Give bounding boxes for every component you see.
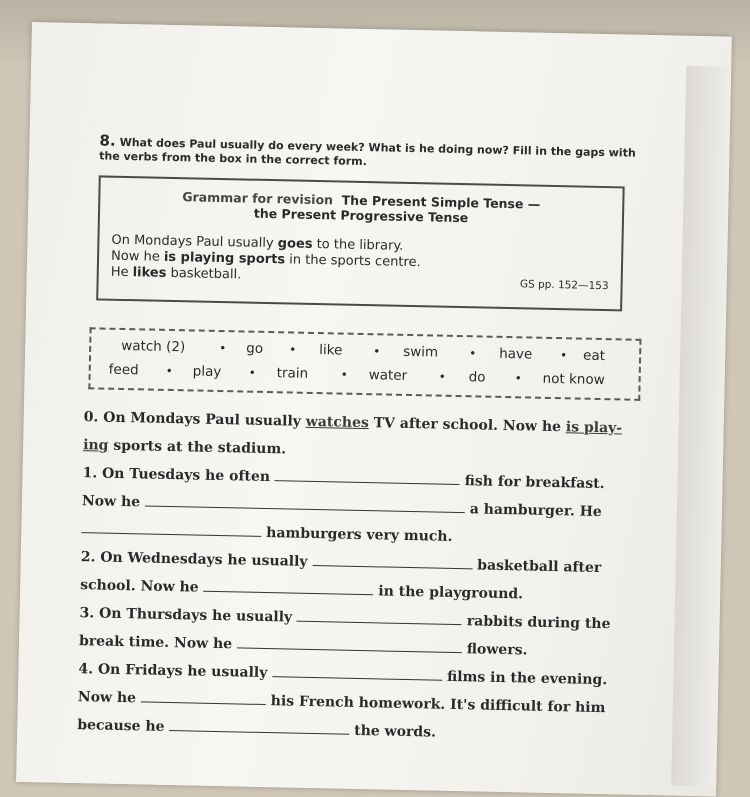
grammar-reference: GS pp. 152—153 bbox=[519, 278, 609, 293]
grammar-title-line2: the Present Progressive Tense bbox=[253, 205, 469, 226]
verb-box bbox=[88, 327, 641, 401]
answer-gap[interactable] bbox=[141, 687, 266, 705]
example-answer: is play- bbox=[565, 419, 623, 437]
answer-gap[interactable] bbox=[203, 577, 373, 596]
bullet: • bbox=[248, 365, 256, 380]
bullet: • bbox=[165, 363, 173, 379]
verb-item: play bbox=[192, 363, 222, 381]
answer-gap[interactable] bbox=[145, 491, 465, 513]
bullet: • bbox=[340, 367, 348, 382]
page-curl bbox=[671, 66, 731, 787]
verb-item: watch (2) bbox=[121, 337, 186, 356]
task-number: 8. bbox=[99, 131, 116, 150]
grammar-example-1: On Mondays Paul usually goes to the library. bbox=[111, 232, 404, 254]
exercise-line: ing sports at the stadium. bbox=[82, 437, 287, 458]
verb-item: feed bbox=[108, 361, 139, 379]
bullet: • bbox=[289, 342, 297, 357]
exercise-line: 4. On Fridays he usually films in the evening. bbox=[78, 661, 608, 689]
bullet: • bbox=[373, 344, 381, 359]
answer-gap[interactable] bbox=[272, 662, 442, 681]
answer-gap[interactable] bbox=[297, 607, 462, 625]
bullet: • bbox=[469, 346, 477, 361]
verb-item: not know bbox=[542, 370, 605, 389]
verb-item: like bbox=[319, 342, 343, 359]
exercise bbox=[77, 403, 644, 751]
bullet: • bbox=[514, 371, 522, 386]
grammar-examples bbox=[111, 233, 422, 287]
answer-gap[interactable] bbox=[169, 716, 349, 735]
exercise-line: 3. On Thursdays he usually rabbits during the bbox=[79, 605, 611, 633]
grammar-title-line1: The Present Simple Tense — bbox=[341, 192, 541, 212]
verb-item: go bbox=[246, 340, 264, 357]
answer-gap[interactable] bbox=[81, 518, 261, 537]
grammar-label: Grammar for revision bbox=[182, 189, 334, 208]
task-text: What does Paul usually do every week? What is he doing now? Fill in the gaps with the verbs from the box in the correct form. bbox=[99, 135, 636, 169]
verb-item: have bbox=[498, 345, 533, 363]
exercise-line: 0. On Mondays Paul usually watches TV after school. Now he is play- bbox=[83, 409, 623, 437]
example-answer: watches bbox=[305, 413, 369, 432]
verb-item: train bbox=[276, 365, 309, 382]
grammar-box bbox=[96, 175, 625, 311]
verb-item: eat bbox=[582, 347, 606, 365]
bullet: • bbox=[559, 348, 568, 363]
grammar-example-2: Now he is playing sports in the sports centre. bbox=[110, 248, 421, 271]
exercise-line: hamburgers very much. bbox=[81, 515, 641, 555]
verb-item: swim bbox=[403, 343, 439, 361]
task-instruction bbox=[99, 133, 660, 175]
exercise-line: Now he his French homework. It's difficult for him bbox=[77, 689, 606, 717]
bullet: • bbox=[219, 340, 227, 356]
grammar-title bbox=[100, 187, 623, 228]
grammar-example-3: He likes basketball. bbox=[110, 264, 242, 283]
bullet: • bbox=[438, 369, 446, 384]
verb-item: do bbox=[468, 369, 486, 386]
exercise-line: 1. On Tuesdays he often fish for breakfast. bbox=[82, 465, 605, 493]
exercise-line: school. Now he in the playground. bbox=[80, 577, 524, 603]
exercise-line: Now he a hamburger. He bbox=[81, 493, 602, 521]
answer-gap[interactable] bbox=[275, 466, 460, 485]
exercise-line: break time. Now he flowers. bbox=[78, 633, 528, 659]
verb-item: water bbox=[368, 367, 408, 384]
exercise-line: 2. On Wednesdays he usually basketball after bbox=[80, 549, 602, 577]
answer-gap[interactable] bbox=[237, 633, 462, 653]
answer-gap[interactable] bbox=[312, 551, 472, 569]
worksheet-page bbox=[16, 22, 732, 796]
example-answer: ing bbox=[82, 437, 109, 454]
exercise-line: because he the words. bbox=[77, 717, 437, 741]
